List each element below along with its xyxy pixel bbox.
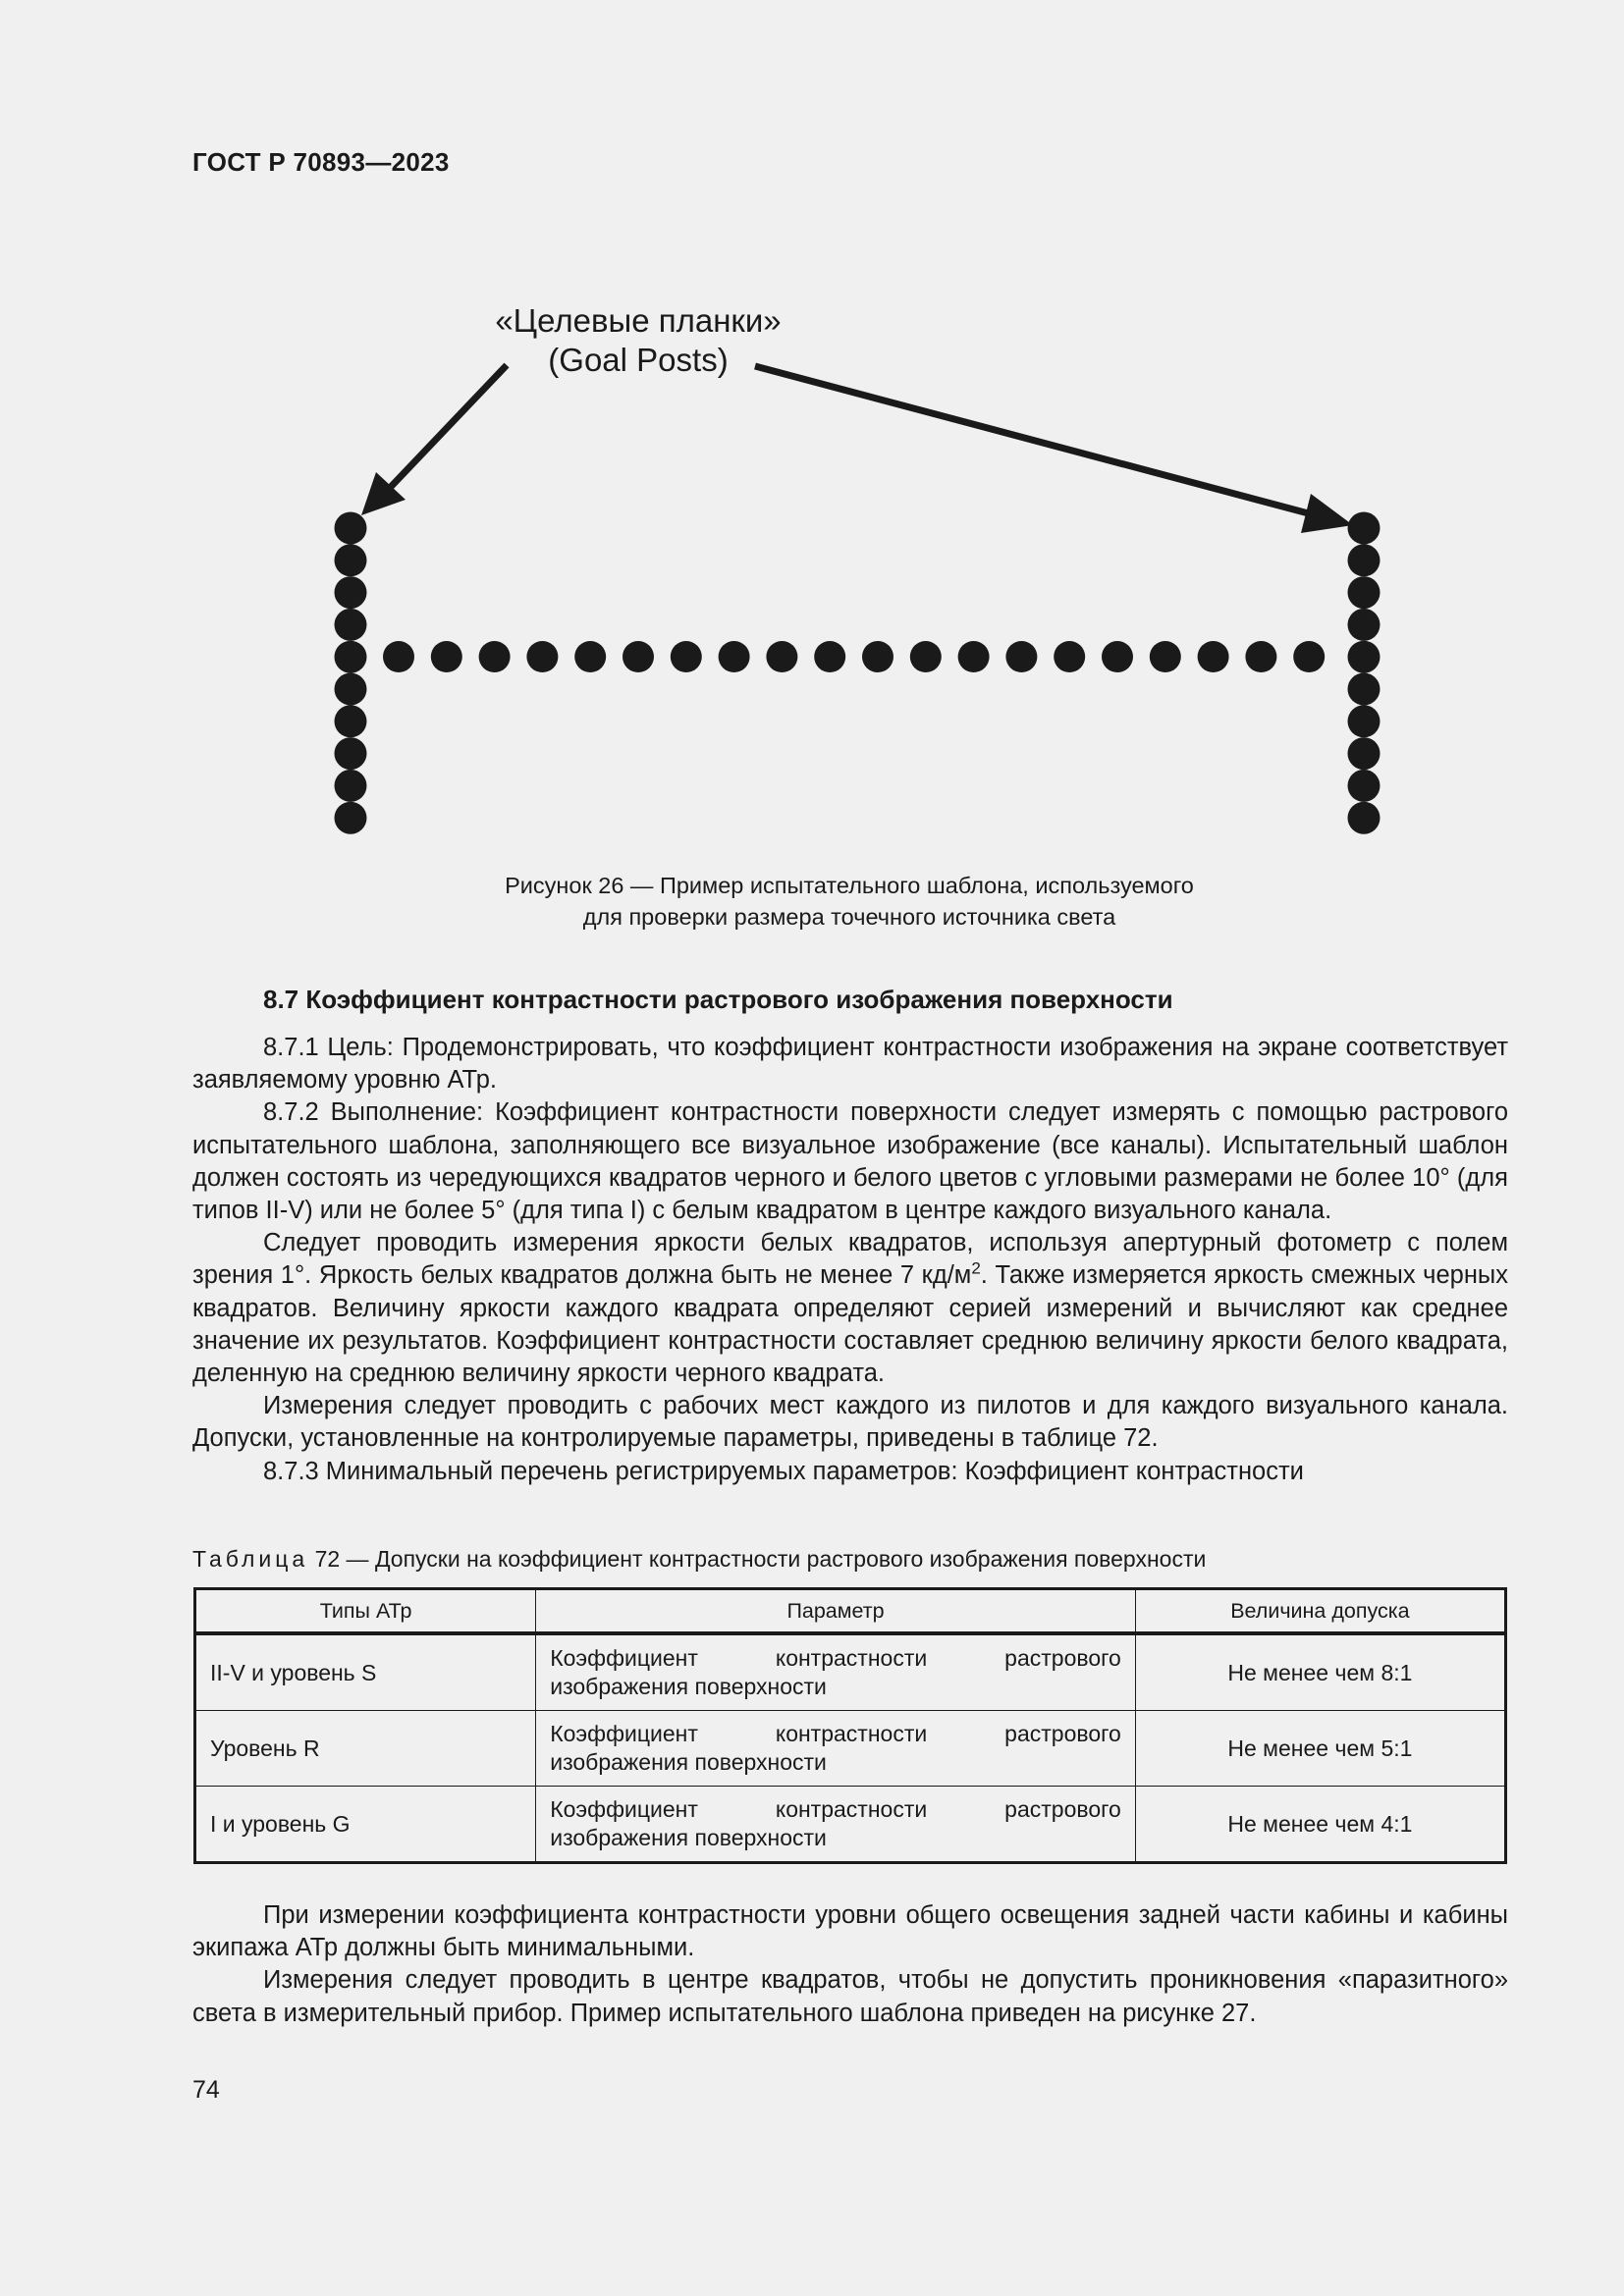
bar-dot bbox=[814, 641, 845, 672]
left-post-dot bbox=[335, 544, 367, 576]
bar-dot bbox=[1245, 641, 1276, 672]
superscript-2: 2 bbox=[971, 1258, 981, 1278]
right-post-dot bbox=[1348, 673, 1380, 706]
bar-dot bbox=[1150, 641, 1181, 672]
paragraph-8-7-1: 8.7.1 Цель: Продемонстрировать, что коэффициент контрастности изображения на экране соответствует заявляемому уровню АТр. bbox=[192, 1034, 1508, 1095]
left-post-dot bbox=[335, 705, 367, 737]
left-post-dot bbox=[335, 770, 367, 802]
right-post-dot bbox=[1348, 770, 1380, 802]
bar-dot bbox=[623, 641, 654, 672]
bar-dot bbox=[526, 641, 558, 672]
right-post-dot bbox=[1348, 512, 1380, 545]
table-row bbox=[195, 1787, 1506, 1863]
arrow-right bbox=[755, 366, 1353, 533]
paragraph-measurement-a: Следует проводить измерения яркости белых квадратов, используя апертурный фотометр с полем зрения 1°. Яркость белых квадратов должна быть не менее 7 кд/м bbox=[192, 1229, 1508, 1290]
after-table-text bbox=[192, 1899, 1508, 2030]
figure-label-en: (Goal Posts) bbox=[548, 342, 729, 378]
goal-posts-pattern bbox=[0, 0, 1624, 883]
table-cell: Коэффициент контрастности растрового изображения поверхности bbox=[536, 1711, 1136, 1787]
bar-dot bbox=[671, 641, 702, 672]
table-row bbox=[195, 1711, 1506, 1787]
paragraph-measurement bbox=[192, 1227, 1508, 1390]
bar-dot bbox=[1054, 641, 1085, 672]
left-post-dot bbox=[335, 673, 367, 706]
table-cell: I и уровень G bbox=[195, 1787, 536, 1863]
paragraph-lighting: При измерении коэффициента контрастности уровни общего освещения задней части кабины и кабины экипажа АТр должны быть минимальными. bbox=[192, 1901, 1508, 1962]
left-post-dot bbox=[335, 737, 367, 770]
bar-dot bbox=[958, 641, 990, 672]
document-code-header: ГОСТ Р 70893—2023 bbox=[192, 147, 450, 177]
table-cell: Уровень R bbox=[195, 1711, 536, 1787]
table-cell: Не менее чем 8:1 bbox=[1135, 1633, 1505, 1711]
right-post-dot bbox=[1348, 737, 1380, 770]
right-post-dot bbox=[1348, 544, 1380, 576]
bar-dot bbox=[383, 641, 414, 672]
caption-line-2: для проверки размера точечного источника света bbox=[582, 904, 1116, 930]
left-post-dot bbox=[335, 576, 367, 609]
left-post-dot bbox=[335, 641, 367, 673]
caption-line-1: Рисунок 26 — Пример испытательного шаблона, используемого bbox=[505, 873, 1194, 898]
bar-dot bbox=[1005, 641, 1037, 672]
left-post-dot bbox=[335, 512, 367, 545]
bar-dot bbox=[574, 641, 606, 672]
right-post-dot bbox=[1348, 576, 1380, 609]
table-cell: II-V и уровень S bbox=[195, 1633, 536, 1711]
figure-label-ru: «Целевые планки» bbox=[495, 302, 782, 339]
section-title: 8.7 Коэффициент контрастности растрового изображения поверхности bbox=[263, 985, 1173, 1014]
left-post-dot bbox=[335, 802, 367, 834]
bar-dot bbox=[1102, 641, 1133, 672]
table-row bbox=[195, 1633, 1506, 1711]
arrow-left bbox=[361, 365, 507, 515]
table-header-row bbox=[195, 1589, 1506, 1634]
header-tolerance: Величина допуска bbox=[1135, 1589, 1505, 1634]
bar-dot bbox=[1198, 641, 1229, 672]
right-post-dot bbox=[1348, 802, 1380, 834]
table-title bbox=[192, 1546, 1206, 1573]
table-title-rest: 72 — Допуски на коэффициент контрастности растрового изображения поверхности bbox=[308, 1546, 1207, 1572]
table-cell: Не менее чем 4:1 bbox=[1135, 1787, 1505, 1863]
bar-dot bbox=[910, 641, 942, 672]
page-number: 74 bbox=[192, 2076, 220, 2104]
table-title-word: Таблица bbox=[192, 1546, 309, 1572]
header-parameter: Параметр bbox=[536, 1589, 1136, 1634]
bar-dot bbox=[1293, 641, 1325, 672]
right-post-dot bbox=[1348, 609, 1380, 641]
header-types: Типы АТр bbox=[195, 1589, 536, 1634]
table-cell: Коэффициент контрастности растрового изображения поверхности bbox=[536, 1787, 1136, 1863]
right-post-dot bbox=[1348, 641, 1380, 673]
paragraph-workplaces: Измерения следует проводить с рабочих мест каждого из пилотов и для каждого визуального канала. Допуски, установленные на контролируемые параметры, приведены в таблице 72. bbox=[192, 1392, 1508, 1453]
figure-26 bbox=[0, 0, 1624, 883]
paragraph-square-center: Измерения следует проводить в центре квадратов, чтобы не допустить проникновения «паразитного» света в измерительный прибор. Пример испытательного шаблона приведен на рисунке 27. bbox=[192, 1966, 1508, 2027]
paragraph-8-7-2: 8.7.2 Выполнение: Коэффициент контрастности поверхности следует измерять с помощью растрового испытательного шаблона, заполняющего все визуальное изображение (все каналы). Испытательный шаблон должен состоять из чередующихся квадратов черного и белого цветов с угловыми размерами не более 10° (для типов II-V) или не более 5° (для типа I) с белым квадратом в центре каждого визуального канала. bbox=[192, 1098, 1508, 1225]
table-cell: Коэффициент контрастности растрового изображения поверхности bbox=[536, 1633, 1136, 1711]
tolerance-table bbox=[193, 1587, 1507, 1864]
bar-dot bbox=[479, 641, 511, 672]
bar-dot bbox=[766, 641, 797, 672]
section-body bbox=[192, 1032, 1508, 1488]
paragraph-measurement-b: . Также измеряется яркость смежных черных квадратов. Величину яркости каждого квадрата определяют серией измерений и вычисляют как среднее значение их результатов. Коэффициент контрастности составляет среднюю величину яркости белого квадрата, деленную на среднюю величину яркости черного квадрата. bbox=[192, 1261, 1508, 1388]
table-cell: Не менее чем 5:1 bbox=[1135, 1711, 1505, 1787]
paragraph-8-7-3: 8.7.3 Минимальный перечень регистрируемых параметров: Коэффициент контрастности bbox=[263, 1457, 1304, 1485]
right-post-dot bbox=[1348, 705, 1380, 737]
bar-dot bbox=[862, 641, 893, 672]
figure-caption bbox=[324, 870, 1375, 933]
bar-dot bbox=[431, 641, 462, 672]
left-post-dot bbox=[335, 609, 367, 641]
bar-dot bbox=[719, 641, 750, 672]
